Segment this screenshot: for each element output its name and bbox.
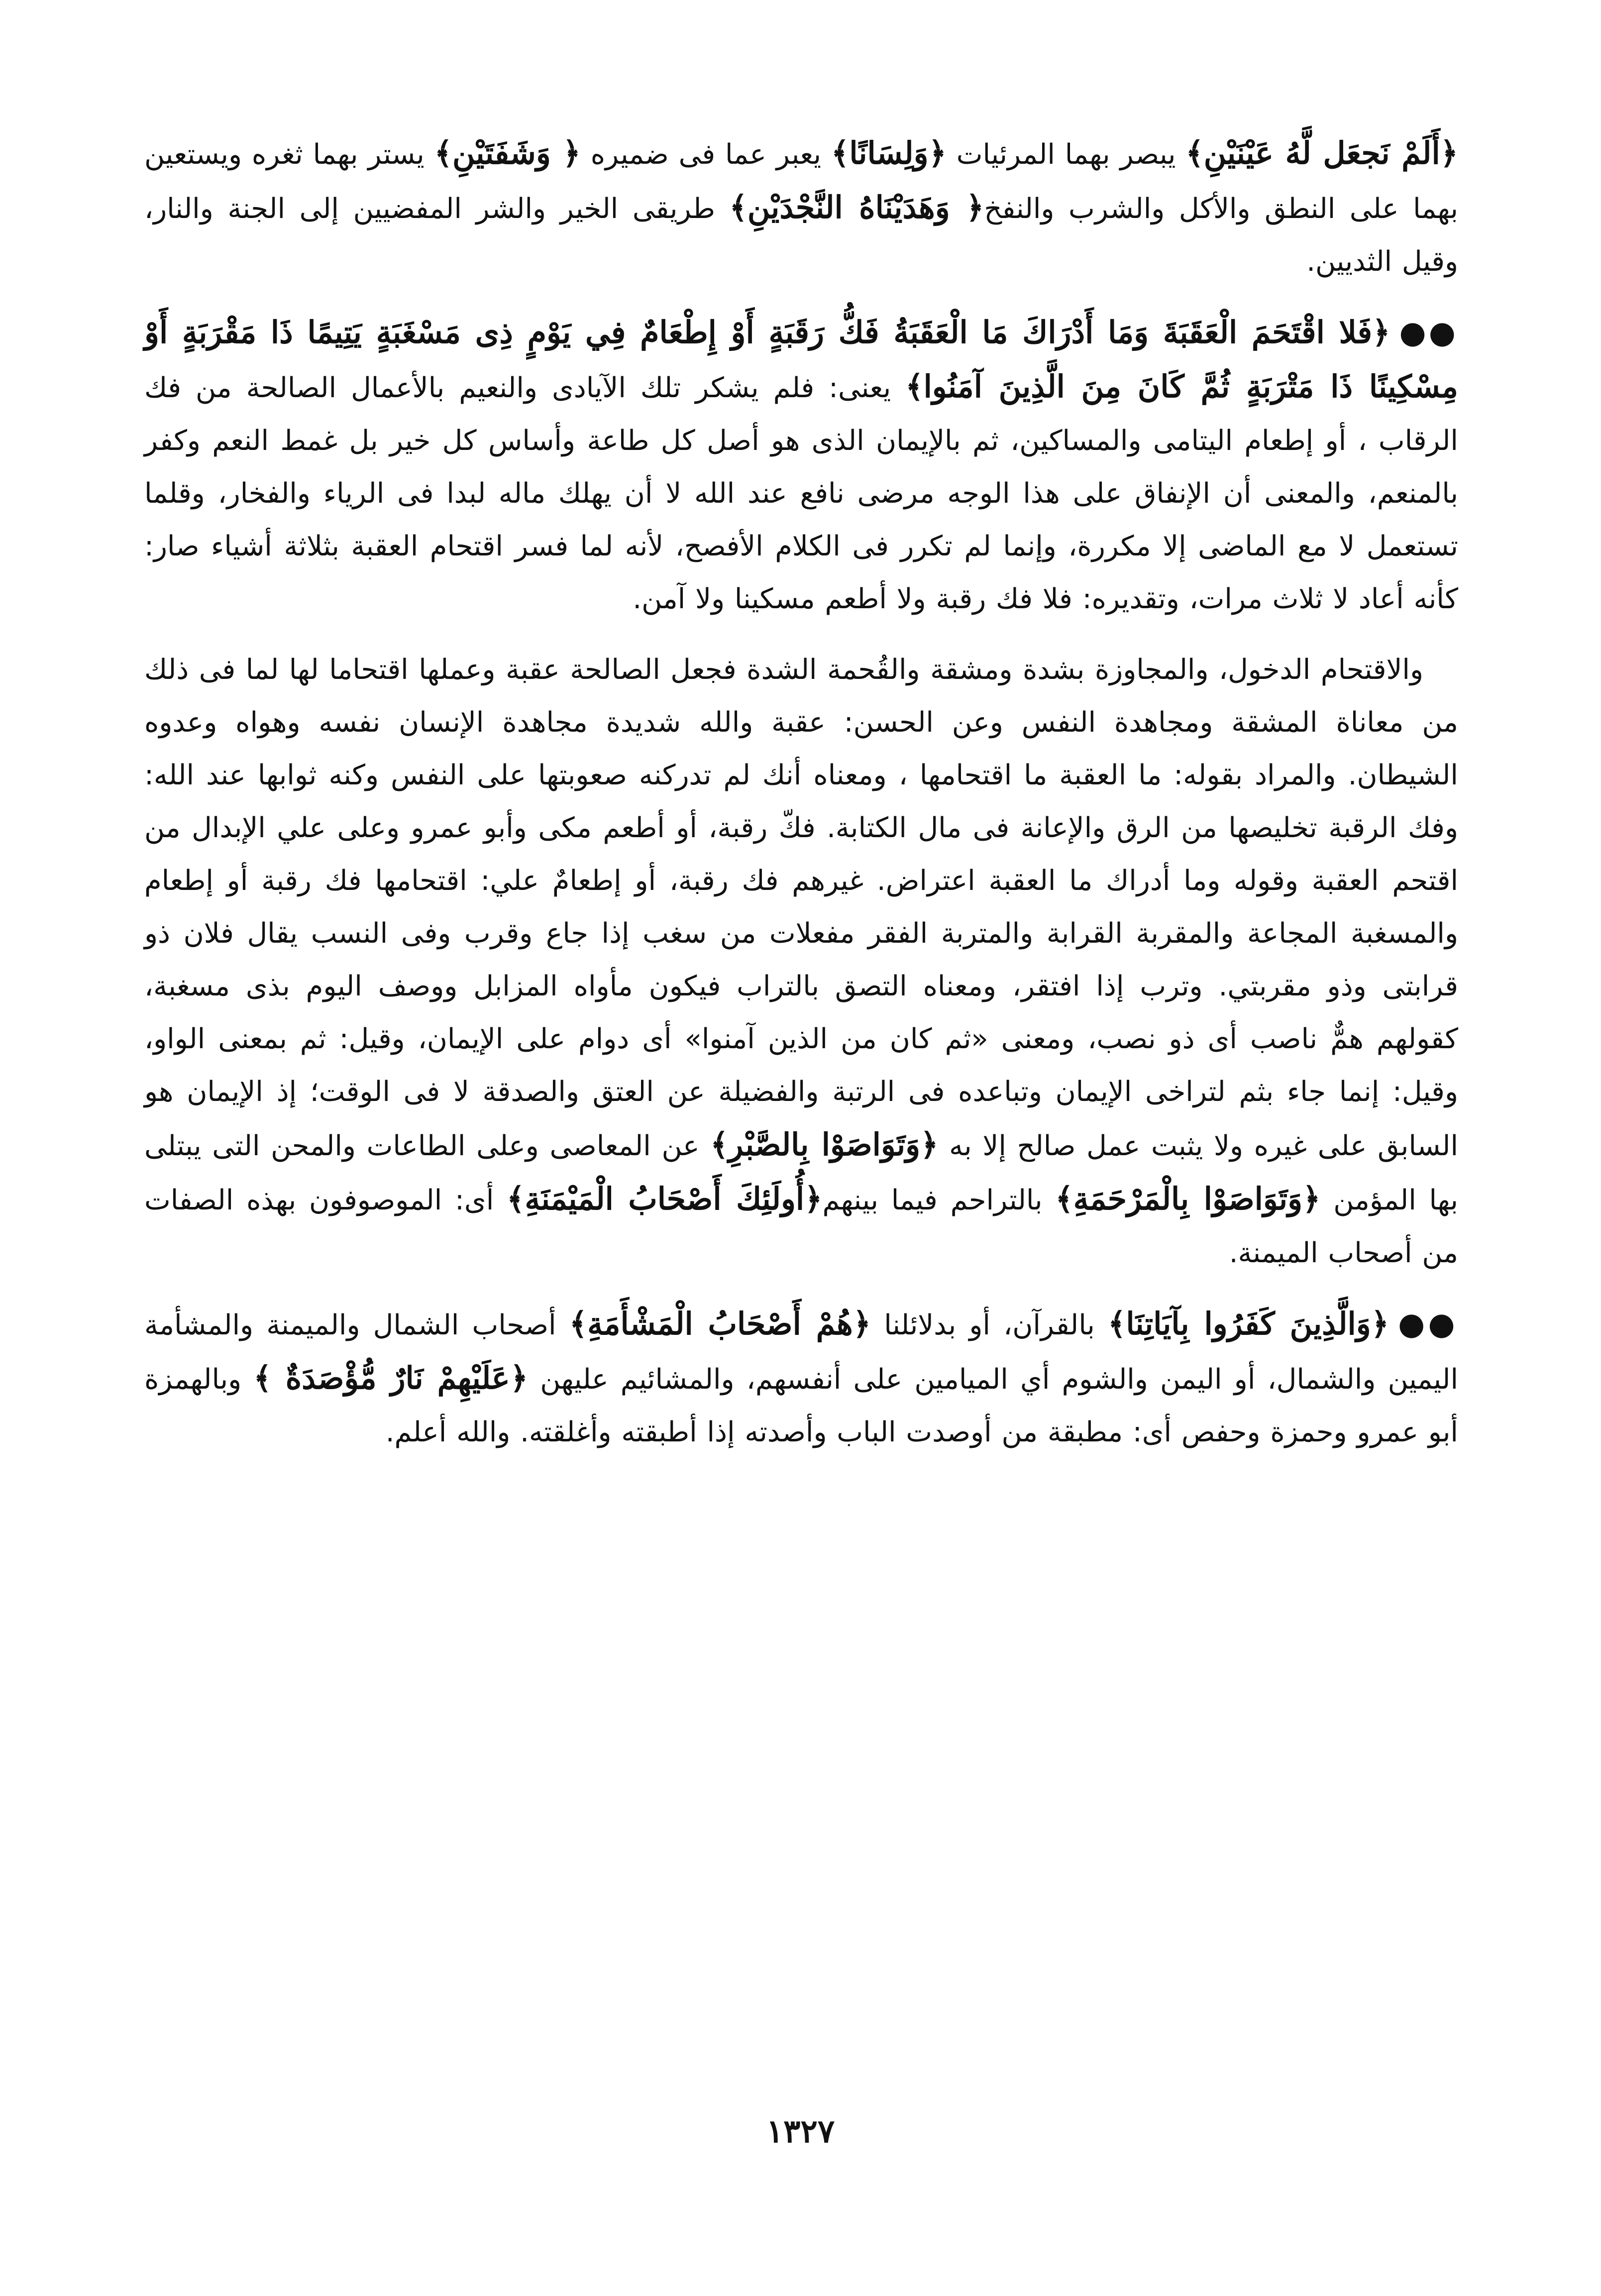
commentary-text: أصحاب الشمال والميمنة والمشأمة اليمين والشمال، أو اليمن والشوم أي الميامين على أنفسهم، والمشائيم عليهن	[144, 1309, 1459, 1396]
commentary-text: عن المعاصى وعلى الطاعات والمحن التى يبتلى بها المؤمن	[144, 1130, 1458, 1216]
commentary-text: يستر بهما ثغره ويستعين بهما على النطق والأكل والشرب والنفخ	[144, 138, 1459, 225]
quran-verse: ﴿ وَهَدَيْنَاهُ النَّجْدَيْنِ﴾	[729, 189, 984, 225]
section-marker-icon: ●●	[1399, 314, 1458, 350]
paragraph	[144, 127, 1458, 288]
section-marker-icon: ●●	[1398, 1306, 1458, 1342]
page-number: ١٣٢٧	[766, 2113, 835, 2150]
quran-verse: ﴿عَلَيْهِمْ نَارٌ مُّؤْصَدَةٌ ﴾	[253, 1360, 529, 1396]
commentary-text: وبالهمزة أبو عمرو وحمزة وحفص أى: مطبقة من أوصدت الباب وأصدته إذا أطبقته وأغلقته. والله أعلم.	[144, 1363, 1458, 1448]
commentary-text: يعنى: فلم يشكر تلك الآيادى والنعيم بالأعمال الصالحة من فك الرقاب ، أو إطعام اليتامى والمساكين، ثم بالإيمان الذى هو أصل كل طاعة وأساس كل خير بل غمط النعم وكفر بالمنعم، والمعنى أن الإنفاق على هذا الوجه مرضى نافع عند الله لا أن يهلك ماله لبدا فى الرياء والفخار، وقلما تستعمل لا مع الماضى إلا مكررة، وإنما لم تكرر فى الكلام الأفصح، لأنه لما فسر اقتحام العقبة بثلاثة أشياء صار: كأنه أعاد لا ثلاث مرات، وتقديره: فلا فك رقبة ولا أطعم مسكينا ولا آمن.	[144, 372, 1458, 615]
quran-verse: ﴿فَلا اقْتَحَمَ الْعَقَبَةَ وَمَا أَدْرَاكَ مَا الْعَقَبَةُ فَكُّ رَقَبَةٍ أَوْ إِطْعَامٌ فِي يَوْمٍ ذِى مَسْغَبَةٍ يَتِيمًا ذَا مَقْرَبَةٍ أَوْ مِسْكِينًا ذَا مَتْرَبَةٍ ثُمَّ كَانَ مِنَ الَّذِينَ آمَنُوا﴾	[144, 314, 1458, 405]
quran-verse: ﴿ وَشَفَتَيْنِ﴾	[434, 135, 581, 171]
commentary-text: والاقتحام الدخول، والمجاوزة بشدة ومشقة والقُحمة الشدة فجعل الصالحة عقبة وعملها اقتحاما لها لما فى ذلك من معاناة المشقة ومجاهدة النفس وعن الحسن: عقبة والله شديدة مجاهدة الإنسان نفسه وهواه وعدوه الشيطان. والمراد بقوله: ما العقبة ما اقتحامها ، ومعناه أنك لم تدركنه صعوبتها على النفس وكنه ثوابها عند الله: وفك الرقبة تخليصها من الرق والإعانة فى مال الكتابة. فكّ رقبة، أو أطعم مكى وأبو عمرو وعلى علي الإبدال من اقتحم العقبة وقوله وما أدراك ما العقبة اعتراض. غيرهم فك رقبة، أو إطعامٌ علي: اقتحامها فك رقبة أو إطعام والمسغبة المجاعة والمقربة القرابة والمتربة الفقر مفعلات من سغب إذا جاع وقرب وفى النسب يقال فلان ذو قرابتى وذو مقربتي. وترب إذا افتقر، ومعناه التصق بالتراب فيكون مأواه المزابل ووصف اليوم بذى مسغبة، كقولهم همٌّ ناصب أى ذو نصب، ومعنى «ثم كان من الذين آمنوا» أى دوام على الإيمان، وقيل: ثم بمعنى الواو، وقيل: إنما جاء بثم لتراخى الإيمان وتباعده فى الرتبة والفضيلة عن العتق والصدقة لا فى الوقت؛ إذ الإيمان هو السابق على غيره ولا يثبت عمل صالح إلا به	[144, 654, 1459, 1162]
paragraph	[144, 306, 1458, 626]
quran-verse: ﴿هُمْ أَصْحَابُ الْمَشْأَمَةِ﴾	[569, 1306, 871, 1342]
document-page	[144, 127, 1458, 2217]
quran-verse: ﴿أَلَمْ نَجعَل لَّهُ عَيْنَيْنِ﴾	[1185, 135, 1459, 171]
commentary-text: يبصر بهما المرئيات	[946, 138, 1186, 171]
quran-verse: ﴿وَتَوَاصَوْا بِالصَّبْرِ﴾	[710, 1126, 939, 1163]
paragraph	[144, 644, 1458, 1280]
quran-verse: ﴿وَتَوَاصَوْا بِالْمَرْحَمَةِ﴾	[1055, 1181, 1321, 1217]
commentary-text: طريقى الخير والشر المفضيين إلى الجنة والنار، وقيل الثديين.	[144, 193, 1458, 278]
commentary-text: بالتراحم فيما بينهم	[822, 1184, 1056, 1216]
commentary-text: يعبر عما فى ضميره	[580, 138, 832, 171]
paragraph	[144, 1298, 1458, 1459]
quran-verse: ﴿وَلِسَانًا﴾	[831, 135, 947, 171]
quran-verse: ﴿أُولَئِكَ أَصْحَابُ الْمَيْمَنَةِ﴾	[507, 1181, 823, 1217]
quran-verse: ﴿وَالَّذِينَ كَفَرُوا بِآيَاتِنَا﴾	[1108, 1306, 1389, 1342]
commentary-text: أى: الموصوفون بهذه الصفات من أصحاب الميمنة.	[144, 1184, 1458, 1269]
commentary-body	[144, 127, 1458, 1459]
commentary-text: بالقرآن، أو بدلائلنا	[871, 1309, 1108, 1341]
